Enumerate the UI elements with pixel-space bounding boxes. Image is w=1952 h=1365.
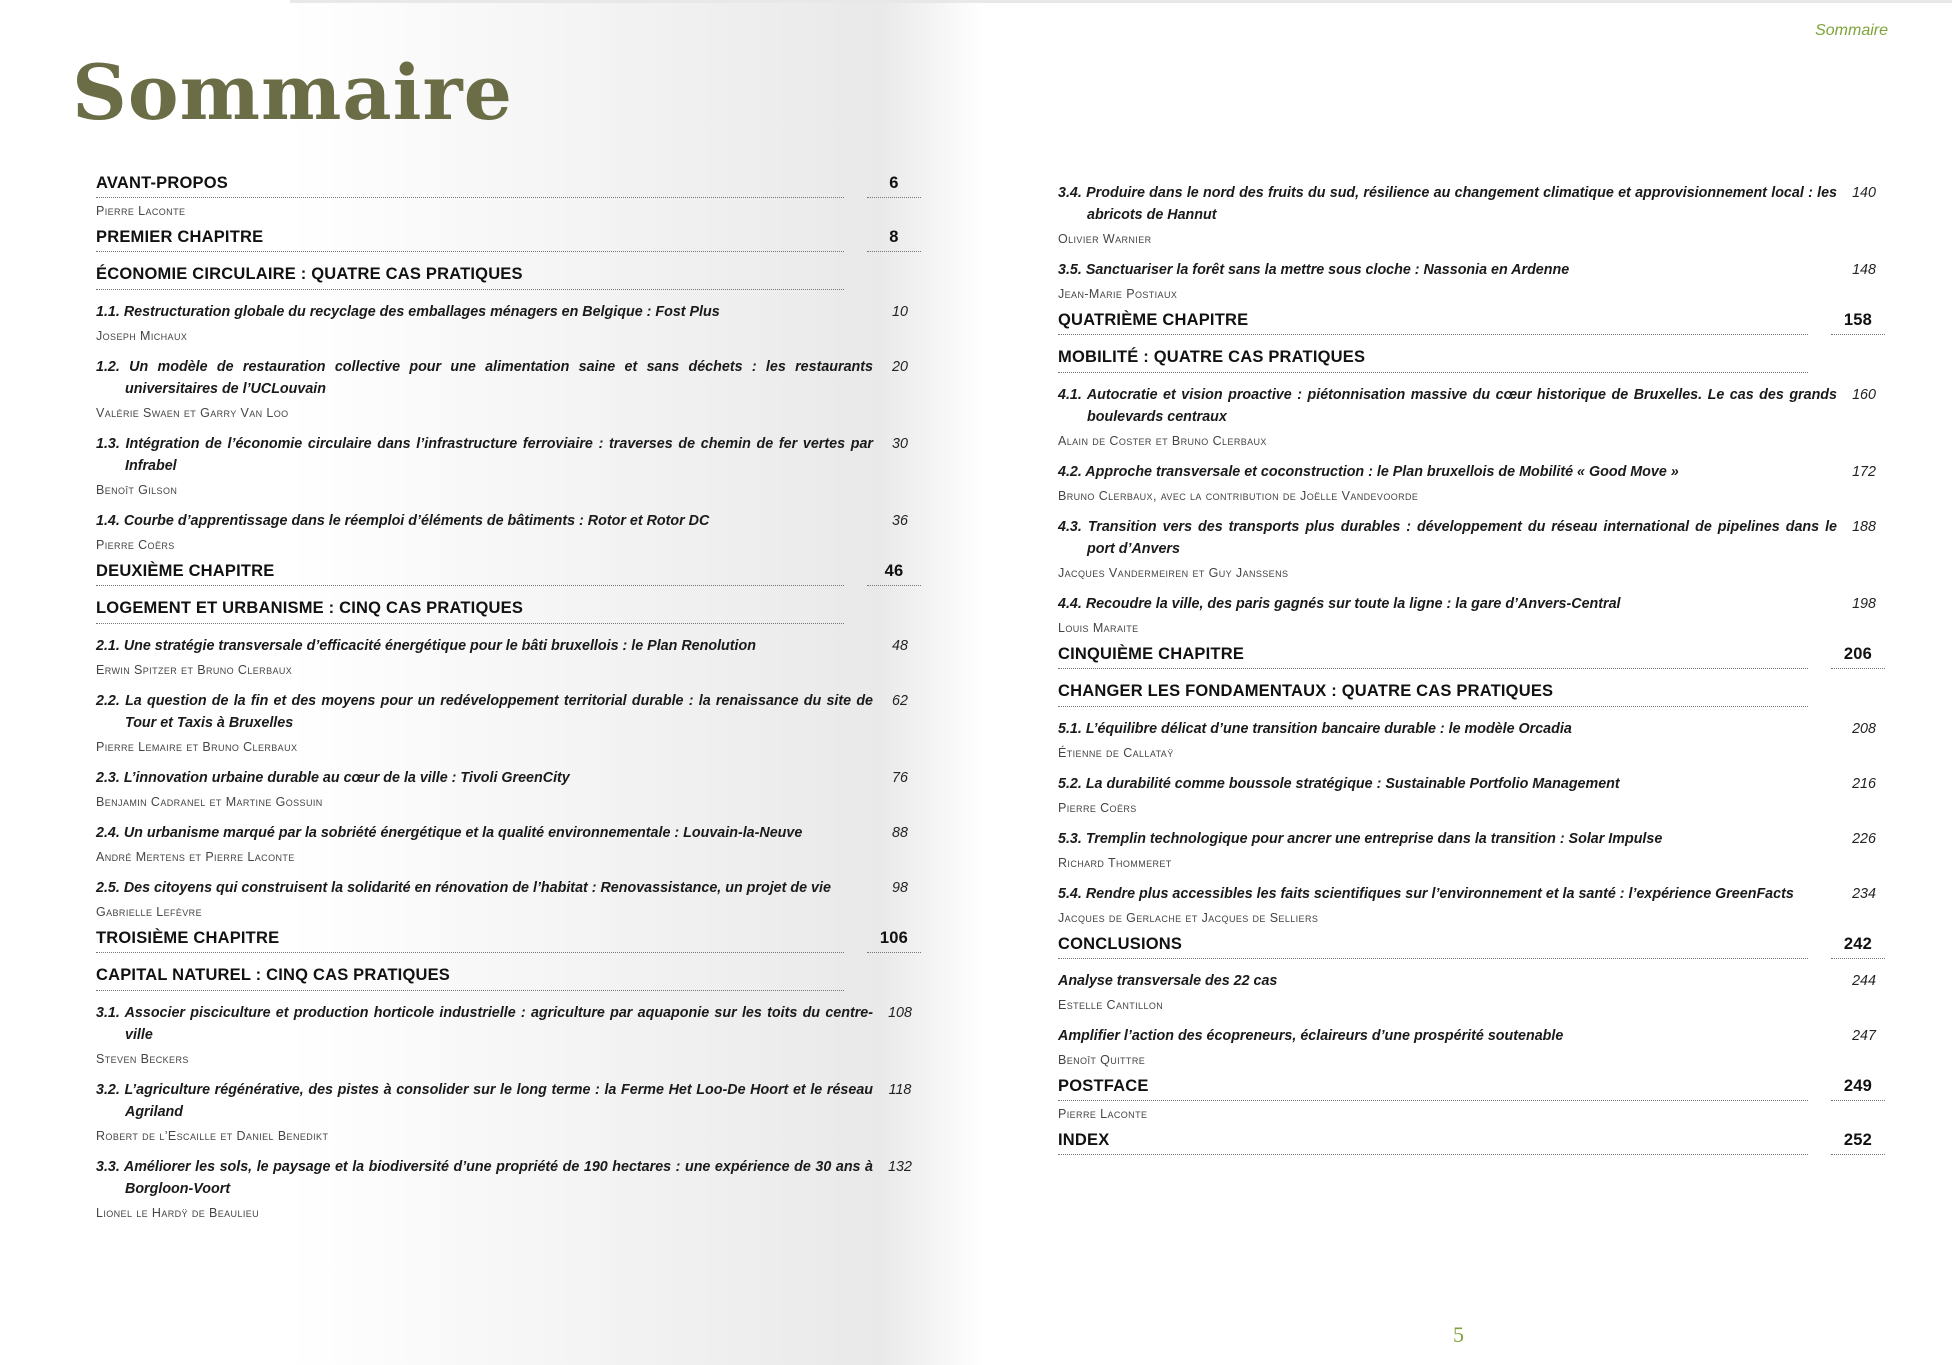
toc-entry-title: 3.1. Associer pisciculture et production horticole industrielle : agriculture par aquaponie sur les toits du centre-ville — [96, 1005, 873, 1043]
toc-entry-title: 5.1. L’équilibre délicat d’une transition bancaire durable : le modèle Orcadia — [1058, 721, 1572, 737]
toc-entry[interactable] — [96, 1156, 921, 1200]
toc-entry[interactable] — [96, 1079, 921, 1123]
toc-author: Benoît Quittre — [1058, 1053, 1146, 1067]
toc-page-number: 242 — [1831, 932, 1885, 959]
toc-page-number: 188 — [1852, 519, 1876, 535]
toc-entry[interactable] — [1058, 384, 1885, 428]
toc-theme[interactable] — [96, 963, 921, 991]
toc-entry[interactable] — [1058, 883, 1885, 905]
toc-entry[interactable] — [96, 510, 921, 532]
toc-author: Pierre Laconte — [96, 204, 186, 218]
toc-section-title: CONCLUSIONS — [1058, 932, 1808, 959]
toc-theme[interactable] — [96, 262, 921, 290]
toc-section-title: QUATRIÈME CHAPITRE — [1058, 308, 1808, 335]
toc-entry[interactable] — [96, 822, 921, 844]
toc-section[interactable] — [1058, 1074, 1885, 1101]
toc-section-title: AVANT-PROPOS — [96, 171, 844, 198]
toc-author: Pierre Coërs — [1058, 801, 1137, 815]
toc-entry-title: 4.1. Autocratie et vision proactive : piétonnisation massive du cœur historique de Bruxelles. Le cas des grands boulevards centraux — [1058, 387, 1837, 425]
toc-author: Olivier Warnier — [1058, 232, 1152, 246]
toc-section-title: POSTFACE — [1058, 1074, 1808, 1101]
toc-entry-title: 4.3. Transition vers des transports plus durables : développement du réseau international de pipelines dans le port d’Anvers — [1058, 519, 1837, 557]
toc-section-title: DEUXIÈME CHAPITRE — [96, 559, 844, 586]
toc-author: Robert de l’Escaille et Daniel Benedikt — [96, 1129, 329, 1143]
toc-theme-title: CHANGER LES FONDAMENTAUX : QUATRE CAS PRATIQUES — [1058, 679, 1808, 707]
toc-entry-title: 2.4. Un urbanisme marqué par la sobriété énergétique et la qualité environnementale : Louvain-la-Neuve — [96, 825, 803, 841]
toc-entry-title: 3.4. Produire dans le nord des fruits du sud, résilience au changement climatique et approvisionnement local : les abricots de Hannut — [1058, 185, 1837, 223]
toc-page-number: 160 — [1852, 387, 1876, 403]
toc-entry[interactable] — [1058, 259, 1885, 281]
toc-author: André Mertens et Pierre Laconte — [96, 850, 295, 864]
toc-page-number: 216 — [1852, 776, 1876, 792]
toc-section-title: CINQUIÈME CHAPITRE — [1058, 642, 1808, 669]
toc-page-number: 172 — [1852, 464, 1876, 480]
toc-author: Richard Thommeret — [1058, 856, 1172, 870]
toc-entry-title: 1.4. Courbe d’apprentissage dans le réemploi d’éléments de bâtiments : Rotor et Rotor DC — [96, 513, 710, 529]
toc-section[interactable] — [96, 225, 921, 252]
toc-column-right — [1058, 171, 1885, 1155]
toc-entry-title: Amplifier l’action des écopreneurs, éclaireurs d’une prospérité soutenable — [1058, 1028, 1564, 1044]
toc-entry-title: 2.5. Des citoyens qui construisent la solidarité en rénovation de l’habitat : Renovassistance, un projet de vie — [96, 880, 831, 896]
toc-entry-title: 2.3. L’innovation urbaine durable au cœur de la ville : Tivoli GreenCity — [96, 770, 570, 786]
toc-page-number: 8 — [867, 225, 921, 252]
toc-page-number: 36 — [892, 513, 908, 529]
toc-author: Joseph Michaux — [96, 329, 188, 343]
toc-author: Alain de Coster et Bruno Clerbaux — [1058, 434, 1267, 448]
toc-section[interactable] — [1058, 642, 1885, 669]
toc-entry-title: 5.4. Rendre plus accessibles les faits scientifiques sur l’environnement et la santé : l’expérience GreenFacts — [1058, 886, 1794, 902]
toc-section[interactable] — [96, 926, 921, 953]
toc-page-number: 46 — [867, 559, 921, 586]
toc-author: Jean-Marie Postiaux — [1058, 287, 1178, 301]
toc-page-number: 198 — [1852, 596, 1876, 612]
page-edge — [290, 0, 1952, 3]
toc-theme-title: ÉCONOMIE CIRCULAIRE : QUATRE CAS PRATIQUES — [96, 262, 844, 290]
toc-page-number: 140 — [1852, 185, 1876, 201]
toc-entry[interactable] — [96, 635, 921, 657]
toc-page-number: 10 — [892, 304, 908, 320]
toc-theme[interactable] — [1058, 345, 1885, 373]
toc-author: Bruno Clerbaux, avec la contribution de Joëlle Vandevoorde — [1058, 489, 1419, 503]
toc-entry-title: 2.1. Une stratégie transversale d’efficacité énergétique pour le bâti bruxellois : le Plan Renolution — [96, 638, 756, 654]
toc-author: Benoît Gilson — [96, 483, 178, 497]
toc-page-number: 158 — [1831, 308, 1885, 335]
toc-author: Pierre Lemaire et Bruno Clerbaux — [96, 740, 298, 754]
toc-entry-title: 3.3. Améliorer les sols, le paysage et la biodiversité d’une propriété de 190 hectares : une expérience de 30 ans à Borgloon-Voort — [96, 1159, 873, 1197]
toc-page-number: 76 — [892, 770, 908, 786]
toc-section[interactable] — [96, 559, 921, 586]
toc-theme-title: CAPITAL NATUREL : CINQ CAS PRATIQUES — [96, 963, 844, 991]
toc-entry[interactable] — [1058, 828, 1885, 850]
toc-column-left — [96, 171, 921, 1222]
running-head: Sommaire — [1815, 22, 1888, 39]
toc-author: Louis Maraite — [1058, 621, 1139, 635]
toc-entry[interactable] — [1058, 461, 1885, 483]
toc-page-number: 98 — [892, 880, 908, 896]
toc-page-number: 252 — [1831, 1128, 1885, 1155]
toc-entry-title: 3.2. L’agriculture régénérative, des pistes à consolider sur le long terme : la Ferme Het Loo-De Hoort et le réseau Agriland — [96, 1082, 873, 1120]
toc-page-number: 234 — [1852, 886, 1876, 902]
toc-section-title: INDEX — [1058, 1128, 1808, 1155]
toc-theme[interactable] — [1058, 679, 1885, 707]
toc-page-number: 62 — [892, 693, 908, 709]
toc-entry[interactable] — [1058, 182, 1885, 226]
toc-entry-title: Analyse transversale des 22 cas — [1058, 973, 1278, 989]
page-number: 5 — [1453, 1322, 1464, 1347]
toc-author: Pierre Coërs — [96, 538, 175, 552]
toc-entry[interactable] — [96, 433, 921, 477]
page-title: Sommaire — [72, 48, 513, 137]
toc-author: Lionel le Hardÿ de Beaulieu — [96, 1206, 260, 1220]
toc-entry[interactable] — [96, 877, 921, 899]
toc-page-number: 48 — [892, 638, 908, 654]
toc-section[interactable] — [1058, 932, 1885, 959]
toc-author: Étienne de Callataÿ — [1058, 746, 1174, 760]
toc-entry[interactable] — [96, 356, 921, 400]
toc-section[interactable] — [1058, 308, 1885, 335]
toc-page-number: 20 — [892, 359, 908, 375]
toc-entry[interactable] — [1058, 718, 1885, 740]
toc-author: Estelle Cantillon — [1058, 998, 1164, 1012]
toc-theme-title: LOGEMENT ET URBANISME : CINQ CAS PRATIQUES — [96, 596, 844, 624]
toc-entry[interactable] — [1058, 970, 1885, 992]
toc-author: Steven Beckers — [96, 1052, 189, 1066]
toc-entry-title: 2.2. La question de la fin et des moyens pour un redéveloppement territorial durable : la renaissance du site de Tour et Taxis à Bruxelles — [96, 693, 873, 731]
toc-page-number: 148 — [1852, 262, 1876, 278]
toc-entry[interactable] — [96, 1002, 921, 1046]
toc-entry-title: 5.3. Tremplin technologique pour ancrer une entreprise dans la transition : Solar Impulse — [1058, 831, 1663, 847]
toc-author: Gabrielle Lefèvre — [96, 905, 202, 919]
toc-section[interactable] — [1058, 1128, 1885, 1155]
toc-entry[interactable] — [96, 301, 921, 323]
toc-page-number: 88 — [892, 825, 908, 841]
toc-section[interactable] — [96, 171, 921, 198]
toc-entry[interactable] — [96, 690, 921, 734]
toc-entry-title: 1.2. Un modèle de restauration collective pour une alimentation saine et sans déchets : les restaurants universitaires de l’UCLouvain — [96, 359, 873, 397]
toc-page-number: 6 — [867, 171, 921, 198]
toc-page-number: 106 — [867, 926, 921, 953]
toc-page-number: 132 — [888, 1159, 912, 1175]
toc-page-number: 226 — [1852, 831, 1876, 847]
toc-entry[interactable] — [1058, 773, 1885, 795]
toc-entry-title: 1.1. Restructuration globale du recyclage des emballages ménagers en Belgique : Fost Plus — [96, 304, 720, 320]
toc-page-number: 118 — [888, 1082, 912, 1098]
toc-page-number: 244 — [1852, 973, 1876, 989]
toc-page-number: 206 — [1831, 642, 1885, 669]
toc-entry-title: 1.3. Intégration de l’économie circulaire dans l’infrastructure ferroviaire : traverses de chemin de fer vertes par Infrabel — [96, 436, 873, 474]
toc-entry[interactable] — [1058, 593, 1885, 615]
toc-page-number: 247 — [1852, 1028, 1876, 1044]
toc-page-number: 30 — [892, 436, 908, 452]
toc-entry[interactable] — [96, 767, 921, 789]
toc-entry[interactable] — [1058, 516, 1885, 560]
toc-page-number: 108 — [888, 1005, 912, 1021]
toc-entry-title: 4.2. Approche transversale et coconstruction : le Plan bruxellois de Mobilité « Good Move » — [1058, 464, 1679, 480]
toc-entry[interactable] — [1058, 1025, 1885, 1047]
toc-entry-title: 5.2. La durabilité comme boussole stratégique : Sustainable Portfolio Management — [1058, 776, 1620, 792]
toc-section-title: PREMIER CHAPITRE — [96, 225, 844, 252]
toc-theme-title: MOBILITÉ : QUATRE CAS PRATIQUES — [1058, 345, 1808, 373]
toc-author: Erwin Spitzer et Bruno Clerbaux — [96, 663, 293, 677]
toc-author: Jacques de Gerlache et Jacques de Selliers — [1058, 911, 1319, 925]
toc-entry-title: 4.4. Recoudre la ville, des paris gagnés sur toute la ligne : la gare d’Anvers-Central — [1058, 596, 1621, 612]
toc-author: Jacques Vandermeiren et Guy Janssens — [1058, 566, 1289, 580]
toc-author: Benjamin Cadranel et Martine Gossuin — [96, 795, 323, 809]
toc-page-number: 208 — [1852, 721, 1876, 737]
toc-theme[interactable] — [96, 596, 921, 624]
toc-section-title: TROISIÈME CHAPITRE — [96, 926, 844, 953]
toc-author: Pierre Laconte — [1058, 1107, 1148, 1121]
toc-page-number: 249 — [1831, 1074, 1885, 1101]
toc-author: Valérie Swaen et Garry Van Loo — [96, 406, 289, 420]
toc-entry-title: 3.5. Sanctuariser la forêt sans la mettre sous cloche : Nassonia en Ardenne — [1058, 262, 1570, 278]
